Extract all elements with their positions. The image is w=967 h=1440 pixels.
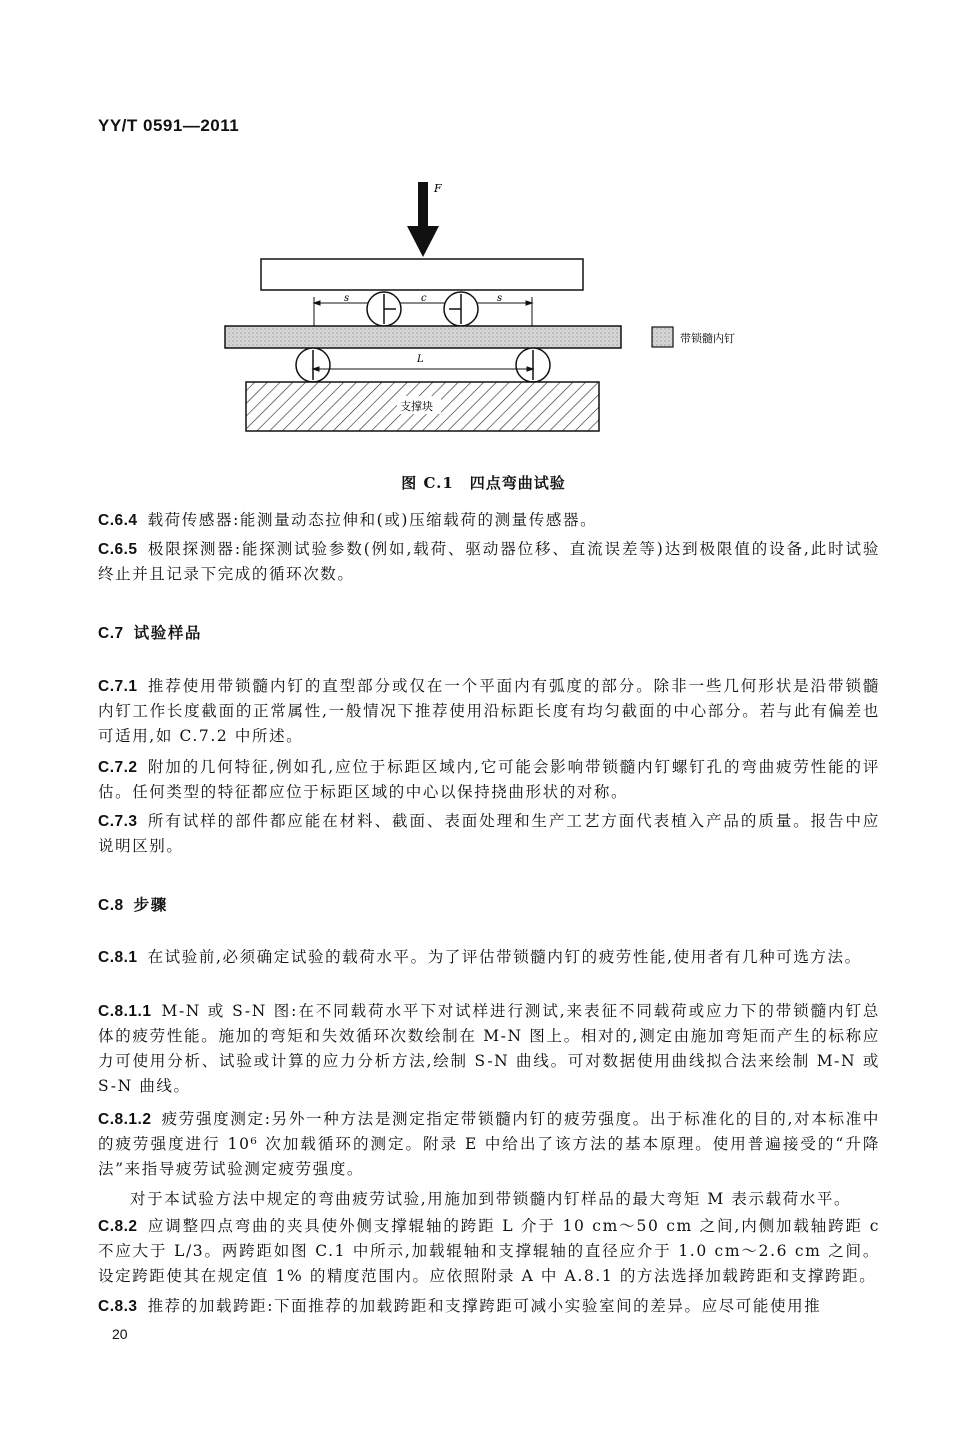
clause-number: C.6.4 — [98, 512, 138, 529]
paragraph-c812 — [98, 1107, 880, 1182]
clause-text: 所有试样的部件都应能在材料、截面、表面处理和生产工艺方面代表植入产品的质量。报告中应说明区别。 — [98, 812, 880, 855]
paragraph-c71 — [98, 674, 880, 749]
standard-id: YY/T 0591—2011 — [98, 116, 240, 135]
paragraph-c64 — [98, 508, 880, 533]
support-block-label: 支撑块 — [400, 400, 433, 413]
force-label: F — [434, 182, 442, 195]
paragraph-c72 — [98, 755, 880, 805]
s-label-right: s — [497, 293, 503, 304]
clause-number: C.7.2 — [98, 759, 138, 776]
support-roller-left — [296, 348, 330, 382]
c-label: c — [421, 293, 427, 304]
section-title: 步骤 — [133, 895, 168, 914]
section-number: C.8 — [98, 897, 124, 914]
clause-number: C.8.2 — [98, 1218, 138, 1235]
paragraph-c73 — [98, 809, 880, 859]
clause-number: C.8.1.1 — [98, 1003, 152, 1020]
clause-text: M-N 或 S-N 图:在不同载荷水平下对试样进行测试,来表征不同载荷或应力下的带锁髓内钉总体的疲劳性能。施加的弯矩和失效循环次数绘制在 M-N 图上。相对的,测定由施加弯矩而产生的标称应力可使用分析、试验或计算的应力分析方法,绘制 S-N 曲线。可对数据使用曲线拟合法来绘制 M-N 或 S-N 曲线。 — [98, 1002, 880, 1095]
clause-text: 载荷传感器:能测量动态拉伸和(或)压缩载荷的测量传感器。 — [147, 511, 598, 529]
s-label-left: s — [344, 293, 350, 304]
loading-plate — [261, 259, 583, 290]
paragraph-c82 — [98, 1214, 880, 1289]
clause-number: C.8.1 — [98, 949, 138, 966]
section-heading-c7 — [98, 620, 880, 646]
legend-label: 带锁髓内钉 — [680, 332, 735, 345]
four-point-bending-figure — [0, 170, 967, 470]
clause-text: 疲劳强度测定:另外一种方法是测定指定带锁髓内钉的疲劳强度。出于标准化的目的,对本标准中的疲劳强度进行 10⁶ 次加载循环的测定。附录 E 中给出了该方法的基本原理。使用普遍接受的“升降法”来指导疲劳试验测定疲劳强度。 — [98, 1110, 880, 1178]
legend-swatch — [652, 327, 673, 347]
clause-text: 在试验前,必须确定试验的载荷水平。为了评估带锁髓内钉的疲劳性能,使用者有几种可选方法。 — [147, 948, 862, 966]
section-title: 试验样品 — [133, 623, 203, 642]
loading-roller-right — [444, 292, 478, 326]
clause-number: C.8.3 — [98, 1298, 138, 1315]
paragraph-c811 — [98, 999, 880, 1099]
paragraph-c812-continued: 对于本试验方法中规定的弯曲疲劳试验,用施加到带锁髓内钉样品的最大弯矩 M 表示载荷水平。 — [130, 1190, 852, 1208]
clause-text: 极限探测器:能探测试验参数(例如,载荷、驱动器位移、直流误差等)达到极限值的设备,此时试验终止并且记录下完成的循环次数。 — [98, 540, 880, 583]
loading-roller-left — [367, 292, 401, 326]
clause-text: 推荐使用带锁髓内钉的直型部分或仅在一个平面内有弧度的部分。除非一些几何形状是沿带锁髓内钉工作长度截面的正常属性,一般情况下推荐使用沿标距长度有均匀截面的中心部分。若与此有偏差也可适用,如 C.7.2 中所述。 — [98, 677, 880, 745]
section-heading-c8 — [98, 892, 880, 918]
clause-text: 推荐的加载跨距:下面推荐的加载跨距和支撑跨距可减小实验室间的差异。应尽可能使用推 — [147, 1297, 822, 1315]
clause-number: C.8.1.2 — [98, 1111, 152, 1128]
clause-text: 应调整四点弯曲的夹具使外侧支撑辊轴的跨距 L 介于 10 cm～50 cm 之间,内侧加载轴跨距 c 不应大于 L/3。两跨距如图 C.1 中所示,加载辊轴和支撑辊轴的直径应介于 1.0 cm～2.6 cm 之间。设定跨距使其在规定值 1% 的精度范围内。应依照附录 A 中 A.8.1 的方法选择加载跨距和支撑跨距。 — [98, 1217, 880, 1285]
support-span-dimension — [313, 367, 533, 371]
clause-number: C.7.3 — [98, 813, 138, 830]
section-number: C.7 — [98, 625, 124, 642]
page-number: 20 — [112, 1326, 128, 1342]
L-label: L — [417, 354, 424, 365]
clause-number: C.7.1 — [98, 678, 138, 695]
clause-number: C.6.5 — [98, 541, 138, 558]
paragraph-c83 — [98, 1294, 880, 1319]
nail-specimen — [225, 326, 621, 348]
paragraph-c81 — [98, 945, 880, 970]
figure-caption: 图 C.1 四点弯曲试验 — [401, 474, 566, 492]
clause-text: 附加的几何特征,例如孔,应位于标距区域内,它可能会影响带锁髓内钉螺钉孔的弯曲疲劳性能的评估。任何类型的特征都应位于标距区域的中心以保持挠曲形状的对称。 — [98, 758, 880, 801]
paragraph-c65 — [98, 537, 880, 587]
support-roller-right — [516, 348, 550, 382]
